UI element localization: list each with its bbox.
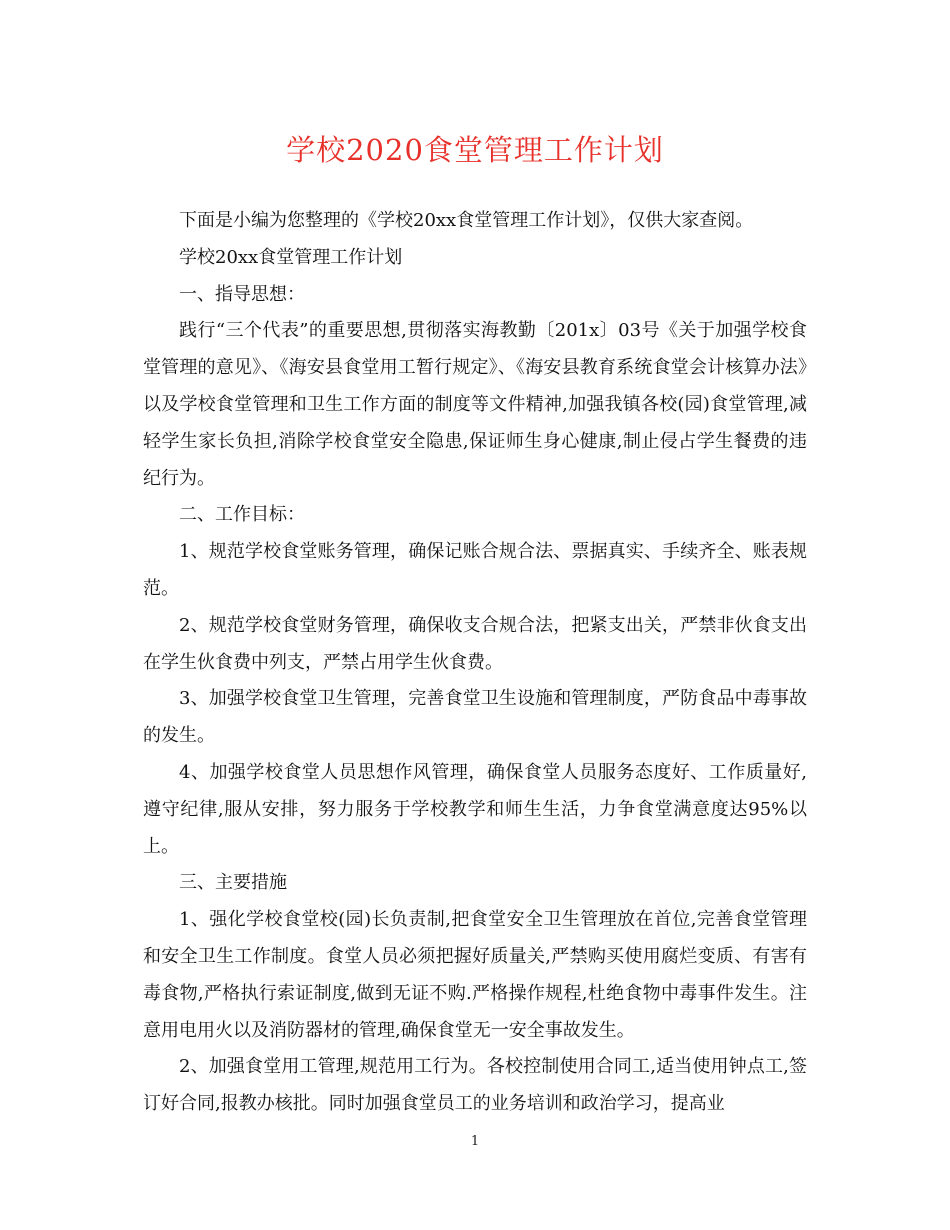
document-title: 学校2020食堂管理工作计划 bbox=[286, 133, 664, 167]
section-heading-work-goals: 二、工作目标： bbox=[179, 504, 305, 526]
paragraph-goal-3: 3、加强学校食堂卫生管理，完善食堂卫生设施和管理制度，严防食品中毒事故的发生。 bbox=[143, 688, 807, 747]
paragraph-measure-1: 1、强化学校食堂校(园)长负责制,把食堂安全卫生管理放在首位,完善食堂管理和安全卫生工作制度。食堂人员必须把握好质量关,严禁购买使用腐烂变质、有害有毒食物,严格执行索证制度,做到无证不购.严格操作规程,杜绝食物中毒事件发生。注意用电用火以及消防器材的管理,确保食堂无一安全事故发生。 bbox=[143, 909, 807, 1041]
paragraph-goal-4: 4、加强学校食堂人员思想作风管理，确保食堂人员服务态度好、工作质量好,遵守纪律,服从安排，努力服务于学校教学和师生生活，力争食堂满意度达95%以上。 bbox=[143, 761, 807, 857]
paragraph-subtitle: 学校20xx食堂管理工作计划 bbox=[179, 246, 403, 268]
page-number: 1 bbox=[470, 1134, 480, 1149]
paragraph-guiding-ideology: 践行“三个代表”的重要思想,贯彻落实海教勤〔201x〕03号《关于加强学校食堂管理的意见》、《海安县食堂用工暂行规定》、《海安县教育系统食堂会计核算办法》以及学校食堂管理和卫生工作方面的制度等文件精神,加强我镇各校(园)食堂管理,减轻学生家长负担,消除学校食堂安全隐患,保证师生身心健康,制止侵占学生餐费的违纪行为。 bbox=[143, 320, 807, 489]
section-heading-guiding-ideology: 一、指导思想： bbox=[179, 283, 305, 305]
paragraph-goal-2: 2、规范学校食堂财务管理，确保收支合规合法，把紧支出关，严禁非伙食支出在学生伙食费中列支，严禁占用学生伙食费。 bbox=[143, 614, 807, 673]
paragraph-measure-2: 2、加强食堂用工管理,规范用工行为。各校控制使用合同工,适当使用钟点工,签订好合同,报教办核批。同时加强食堂员工的业务培训和政治学习，提高业 bbox=[143, 1056, 807, 1115]
paragraph-intro: 下面是小编为您整理的《学校20xx食堂管理工作计划》，仅供大家查阅。 bbox=[179, 210, 754, 231]
document-body bbox=[143, 203, 807, 1123]
paragraph-goal-1: 1、规范学校食堂账务管理，确保记账合规合法、票据真实、手续齐全、账表规范。 bbox=[143, 541, 807, 599]
section-heading-main-measures: 三、主要措施 bbox=[179, 872, 287, 894]
